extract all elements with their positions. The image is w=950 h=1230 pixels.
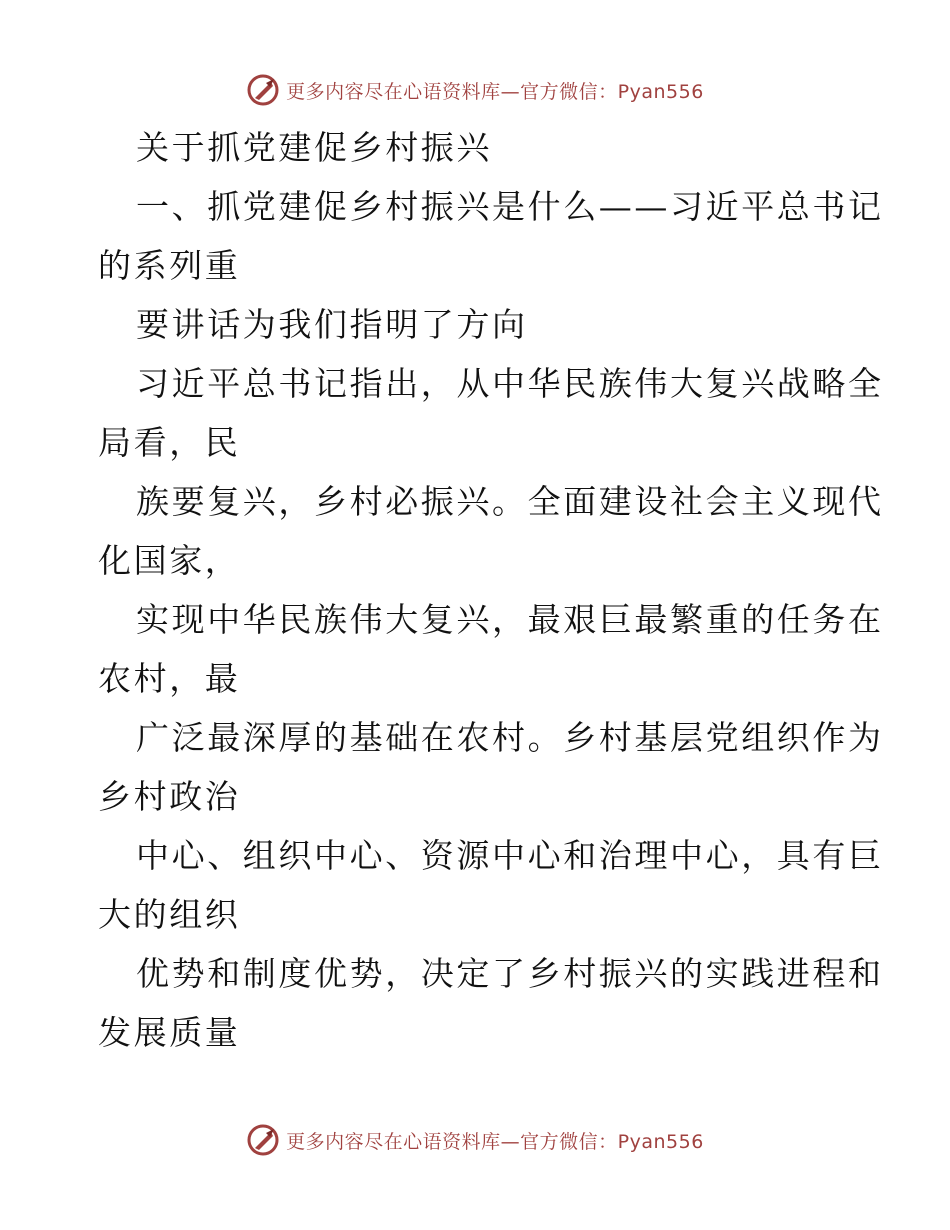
banner-text: 更多内容尽在心语资料库—官方微信：Pyan556 [286,80,704,103]
header-banner [0,70,950,110]
doc-line: 关于抓党建促乡村振兴 [136,128,492,167]
doc-line: 农村，最 [98,659,241,698]
doc-line: 广泛最深厚的基础在农村。乡村基层党组织作为 [136,718,884,757]
doc-line: 的系列重 [98,246,241,285]
doc-line: 中心、组织中心、资源中心和治理中心，具有巨 [136,836,884,875]
doc-line: 要讲话为我们指明了方向 [136,305,528,344]
banner-text: 更多内容尽在心语资料库—官方微信：Pyan556 [286,1130,704,1153]
quill-pen-logo-icon [246,73,280,107]
footer-banner [0,1120,950,1160]
doc-line: 局看，民 [98,423,241,462]
doc-line: 实现中华民族伟大复兴，最艰巨最繁重的任务在 [136,600,884,639]
doc-line: 一、抓党建促乡村振兴是什么——习近平总书记 [136,187,884,226]
doc-line: 乡村政治 [98,777,241,816]
quill-pen-logo-icon [246,1123,280,1157]
document-body [98,118,884,1062]
doc-line: 大的组织 [98,895,241,934]
doc-line: 化国家， [98,541,241,580]
doc-line: 发展质量 [98,1013,241,1052]
doc-line: 族要复兴，乡村必振兴。全面建设社会主义现代 [136,482,884,521]
doc-line: 习近平总书记指出，从中华民族伟大复兴战略全 [136,364,884,403]
doc-line: 优势和制度优势，决定了乡村振兴的实践进程和 [136,954,884,993]
